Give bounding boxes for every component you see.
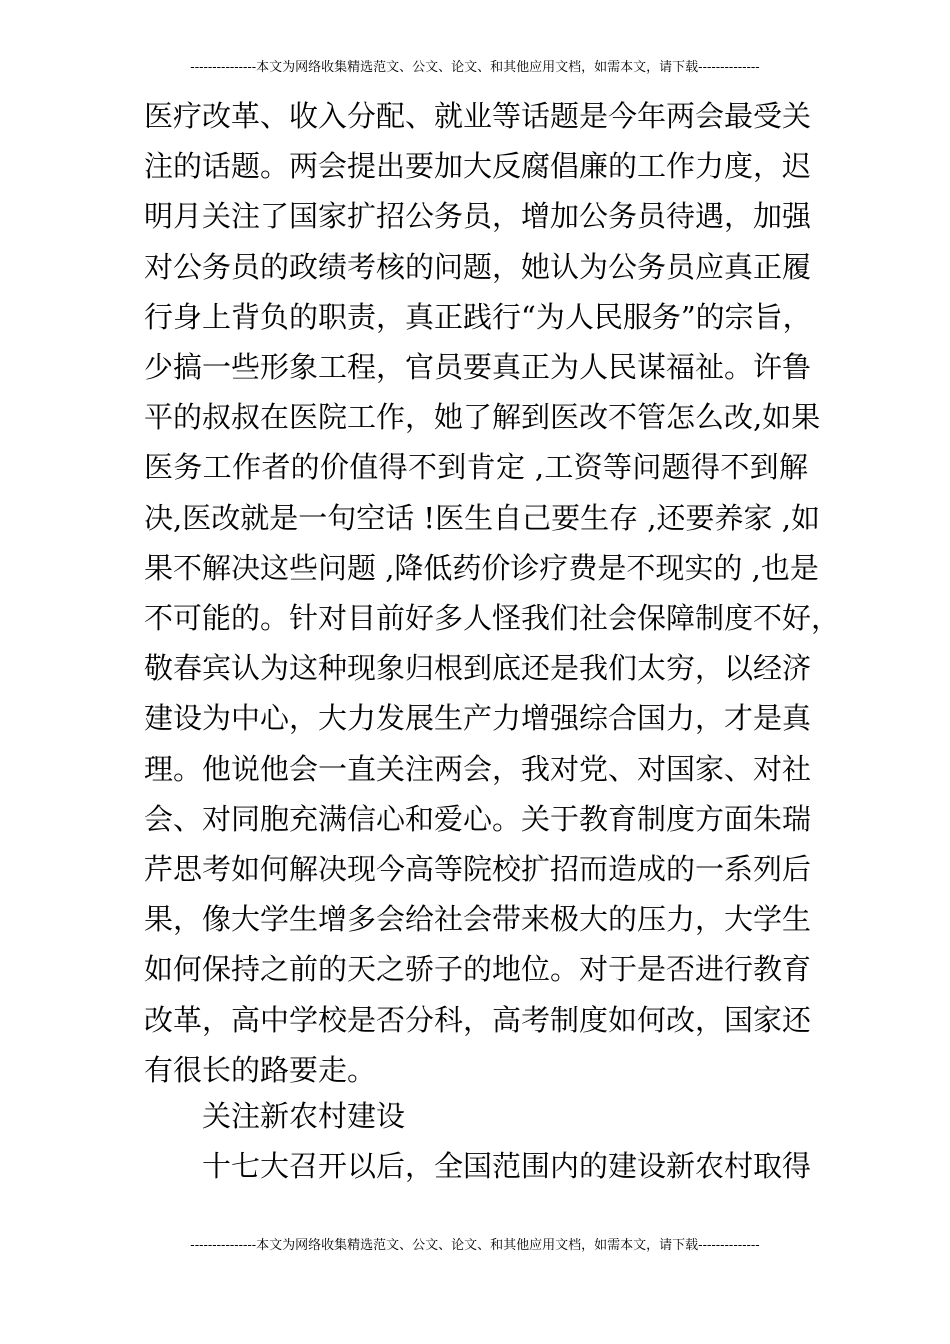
- page-footer: ---------------本文为网络收集精选范文、公文、论文、和其他应用文档，如需本文，请下载--------------: [190, 1238, 760, 1253]
- paragraph-line: 决,医改就是一句空话 !医生自己要生存 ,还要养家 ,如: [144, 500, 820, 535]
- page-header: ---------------本文为网络收集精选范文、公文、论文、和其他应用文档，如需本文，请下载--------------: [190, 60, 760, 75]
- paragraph-line: 果不解决这些问题 ,降低药价诊疗费是不现实的 ,也是: [144, 550, 819, 585]
- paragraph-line: 会、对同胞充满信心和爱心。关于教育制度方面朱瑞: [144, 801, 812, 836]
- paragraph-line: 理。他说他会一直关注两会，我对党、对国家、对社: [144, 751, 812, 786]
- paragraph-line: 芹思考如何解决现今高等院校扩招而造成的一系列后: [144, 852, 812, 887]
- body-paragraph: [144, 91, 841, 1095]
- paragraph-line: 敬春宾认为这种现象归根到底还是我们太穷，以经济: [144, 651, 812, 686]
- paragraph-line: 果，像大学生增多会给社会带来极大的压力，大学生: [144, 902, 812, 937]
- paragraph-line: 行身上背负的职责，真正践行“为人民服务”的宗旨，: [144, 299, 812, 334]
- paragraph-line: 少搞一些形象工程，官员要真正为人民谋福祉。许鲁: [144, 350, 812, 385]
- paragraph-line: 不可能的。针对目前好多人怪我们社会保障制度不好，: [144, 601, 841, 636]
- paragraph-line: 医务工作者的价值得不到肯定 ,工资等问题得不到解: [144, 450, 808, 485]
- section-heading: 关注新农村建设: [202, 1099, 406, 1133]
- paragraph-line: 医疗改革、收入分配、就业等话题是今年两会最受关: [144, 99, 812, 133]
- next-paragraph-line: 十七大召开以后，全国范围内的建设新农村取得: [202, 1149, 812, 1183]
- paragraph-line: 明月关注了国家扩招公务员，增加公务员待遇，加强: [144, 199, 812, 234]
- paragraph-line: 注的话题。两会提出要加大反腐倡廉的工作力度，迟: [144, 149, 812, 184]
- paragraph-line: 有很长的路要走。: [144, 1052, 377, 1087]
- paragraph-line: 建设为中心，大力发展生产力增强综合国力，才是真: [144, 701, 812, 736]
- paragraph-line: 如何保持之前的天之骄子的地位。对于是否进行教育: [144, 952, 812, 987]
- paragraph-line: 改革，高中学校是否分科，高考制度如何改，国家还: [144, 1002, 812, 1037]
- paragraph-line: 对公务员的政绩考核的问题，她认为公务员应真正履: [144, 249, 812, 284]
- paragraph-line: 平的叔叔在医院工作，她了解到医改不管怎么改,如果: [144, 400, 821, 435]
